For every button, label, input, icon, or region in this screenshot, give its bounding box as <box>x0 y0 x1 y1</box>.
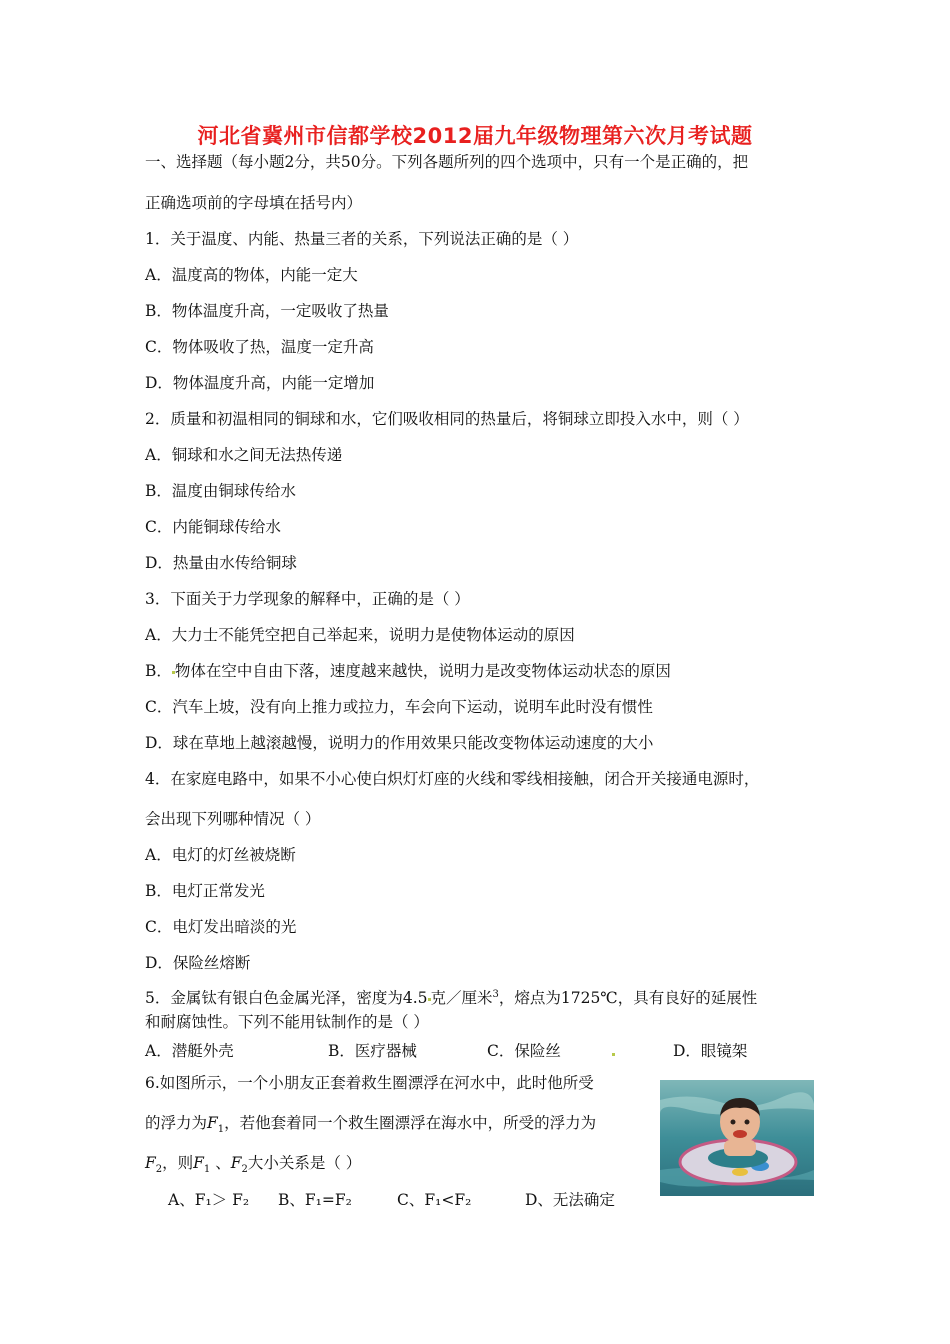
force-symbol: F <box>145 1154 156 1172</box>
section-instructions-line1: 一、选择题（每小题2分，共50分。下列各题所列的四个选项中，只有一个是正确的，把 <box>145 153 749 171</box>
q5-stem-part-c: ，熔点为1725℃，具有良好的延展性 <box>498 989 758 1008</box>
photo-illustration <box>660 1080 814 1196</box>
q5-unit-exponent: 3 <box>492 989 499 1000</box>
q6-option-a: A、F₁＞ F₂ <box>168 1191 250 1209</box>
q3-stem: 3．下面关于力学现象的解释中，正确的是（ ） <box>145 590 470 608</box>
force-subscript: 2 <box>241 1164 248 1176</box>
q5-stem-line2: 和耐腐蚀性。下列不能用钛制作的是（ ） <box>145 1013 429 1031</box>
q4-option-b: B．电灯正常发光 <box>145 882 265 900</box>
q5-stem-part-a: 5．金属钛有银白色金属光泽，密度为4.5 <box>145 989 428 1008</box>
force-subscript: 2 <box>155 1164 163 1176</box>
q5-option-a: A．潜艇外壳 <box>145 1042 234 1060</box>
q4-option-c: C．电灯发出暗淡的光 <box>145 918 297 936</box>
q2-option-a: A．铜球和水之间无法热传递 <box>145 446 343 464</box>
q1-option-d: D．物体温度升高，内能一定增加 <box>145 374 375 392</box>
q3-option-b-text: 物体在空中自由下落，速度越来越快，说明力是改变物体运动状态的原因 <box>174 662 671 680</box>
q4-option-d: D．保险丝熔断 <box>145 954 251 972</box>
q2-option-d: D．热量由水传给铜球 <box>145 554 297 572</box>
q6-text: ，则 <box>162 1154 194 1172</box>
q6-text: 、 <box>210 1154 231 1172</box>
q3-option-c: C．汽车上坡，没有向上推力或拉力，车会向下运动，说明车此时没有惯性 <box>145 698 653 716</box>
q6-text: ，若他套着同一个救生圈漂浮在海水中，所受的浮力为 <box>224 1114 597 1132</box>
q4-option-a: A．电灯的灯丝被烧断 <box>145 846 296 864</box>
force-subscript: 1 <box>217 1124 225 1136</box>
q6-option-c: C、F₁<F₂ <box>397 1191 472 1209</box>
q4-stem-line1: 4．在家庭电路中，如果不小心使白炽灯灯座的火线和零线相接触，闭合开关接通电源时， <box>145 770 760 788</box>
q5-option-d: D．眼镜架 <box>673 1042 748 1060</box>
q6-text: 的浮力为 <box>145 1114 208 1132</box>
speck-mark <box>612 1053 615 1056</box>
force-symbol: F <box>207 1114 218 1132</box>
q5-option-b: B．医疗器械 <box>328 1042 417 1060</box>
q1-option-b: B．物体温度升高，一定吸收了热量 <box>145 302 389 320</box>
q3-option-d: D．球在草地上越滚越慢，说明力的作用效果只能改变物体运动速度的大小 <box>145 734 654 752</box>
section-instructions-line2: 正确选项前的字母填在括号内） <box>145 194 363 212</box>
page-title: 河北省冀州市信都学校2012届九年级物理第六次月考试题 <box>197 124 753 148</box>
force-subscript: 1 <box>203 1164 211 1176</box>
q6-stem-line3 <box>145 1153 361 1180</box>
q3-option-b-prefix: B． <box>145 662 172 680</box>
q2-option-b: B．温度由铜球传给水 <box>145 482 296 500</box>
q2-stem: 2．质量和初温相同的铜球和水，它们吸收相同的热量后，将铜球立即投入水中，则（ ） <box>145 410 749 428</box>
q5-option-c: C．保险丝 <box>487 1042 561 1060</box>
q4-stem-line2: 会出现下列哪种情况（ ） <box>145 810 321 828</box>
q6-stem-line1: 6.如图所示，一个小朋友正套着救生圈漂浮在河水中，此时他所受 <box>145 1074 594 1092</box>
q6-stem-line2 <box>145 1113 596 1140</box>
q3-option-b <box>145 661 671 681</box>
force-symbol: F <box>230 1154 242 1172</box>
q5-stem-part-b: 克／厘米 <box>430 989 493 1008</box>
q6-option-d: D、无法确定 <box>525 1191 615 1209</box>
q6-option-b: B、F₁=F₂ <box>278 1191 352 1209</box>
q3-option-a: A．大力士不能凭空把自己举起来，说明力是使物体运动的原因 <box>145 626 575 644</box>
q2-option-c: C．内能铜球传给水 <box>145 518 281 536</box>
q1-option-a: A．温度高的物体，内能一定大 <box>145 266 358 284</box>
q1-option-c: C．物体吸收了热，温度一定升高 <box>145 338 374 356</box>
child-in-swim-ring-photo <box>660 1080 814 1196</box>
q6-text: 大小关系是（ ） <box>247 1154 362 1172</box>
q5-stem-line1 <box>145 985 757 1008</box>
force-symbol: F <box>193 1154 204 1172</box>
q1-stem: 1．关于温度、内能、热量三者的关系，下列说法正确的是（ ） <box>145 230 579 248</box>
